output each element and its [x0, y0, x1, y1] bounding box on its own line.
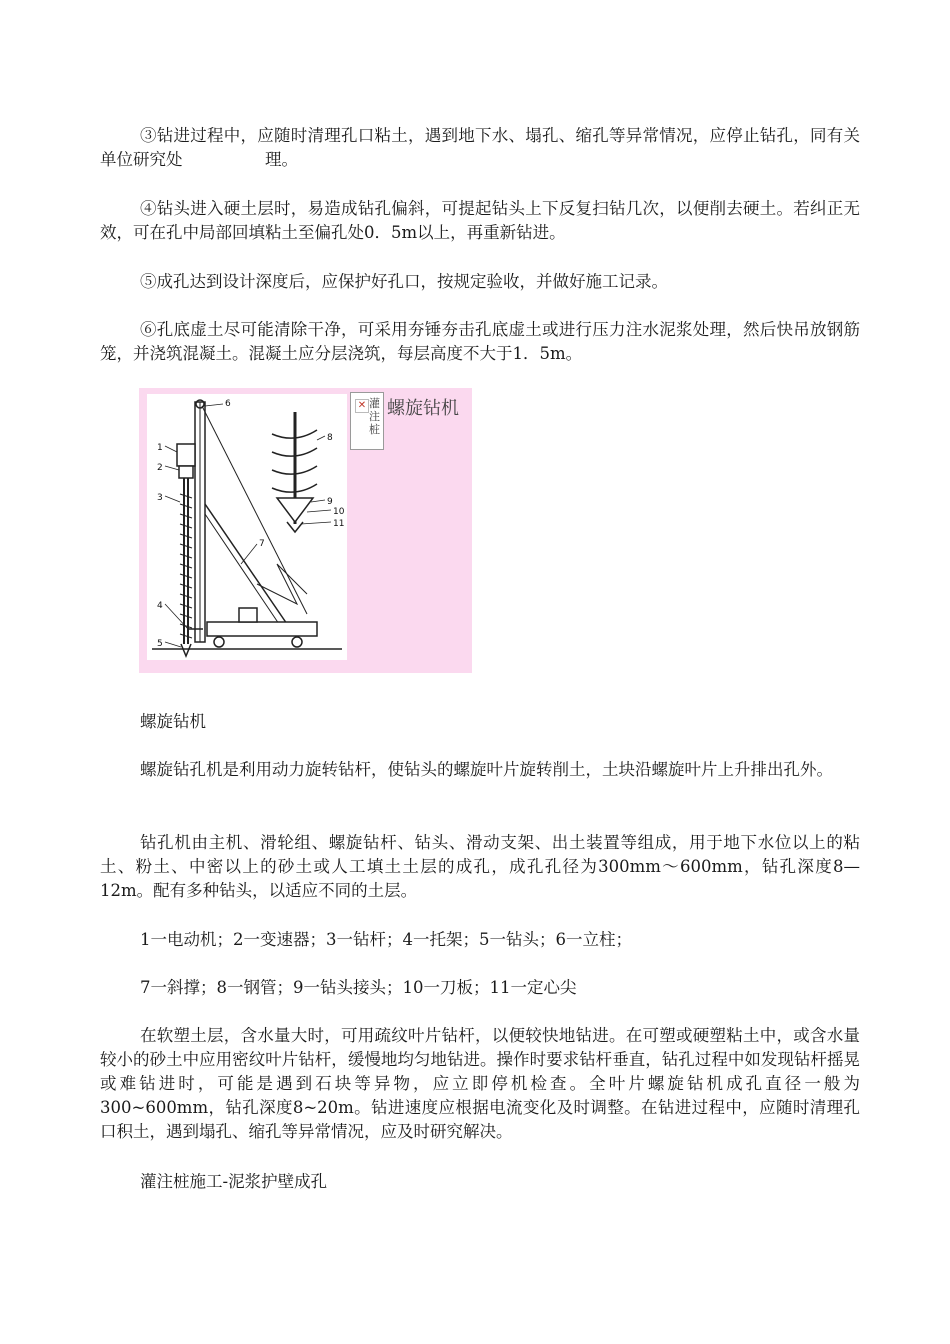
drill-head — [181, 644, 191, 656]
auger-flights — [180, 494, 192, 638]
diagonal-brace — [205, 504, 287, 624]
auger-drill-figure — [139, 388, 472, 673]
auger-components-paragraph: 钻孔机由主机、滑轮组、螺旋钻杆、钻头、滑动支架、出土装置等组成，用于地下水位以上的粘土、粉土、中密以上的砂土或人工填土土层的成孔，成孔孔径为300mm～600mm，钻孔深度8—12m。配有多种钻头，以适应不同的土层。 — [100, 833, 860, 900]
label-5: 5 — [157, 639, 163, 649]
figure-title: 螺旋钻机 — [387, 398, 459, 419]
label-6: 6 — [225, 399, 231, 409]
figure-caption: 螺旋钻机 — [140, 712, 206, 731]
wheel-rear — [292, 637, 302, 647]
bit-joint — [277, 498, 313, 522]
auger-intro-paragraph: 螺旋钻孔机是利用动力旋转钻杆，使钻头的螺旋叶片旋转削土，土块沿螺旋叶片上升排出孔外。 — [140, 760, 833, 779]
step-3-paragraph: ③钻进过程中，应随时清理孔口粘土，遇到地下水、塌孔、缩孔等异常情况，应停止钻孔，同有关单位研究处 理。 — [100, 126, 860, 169]
label-8: 8 — [327, 433, 333, 443]
section-heading: 灌注桩施工-泥浆护壁成孔 — [140, 1172, 328, 1191]
broken-image-placeholder — [350, 392, 384, 450]
auger-drill-svg — [147, 394, 347, 660]
label-2: 2 — [157, 463, 163, 473]
legend-line-1: 1一电动机；2一变速器；3一钻杆；4一托架；5一钻头；6一立柱； — [140, 930, 632, 949]
label-10: 10 — [333, 507, 345, 517]
label-4: 4 — [157, 601, 163, 611]
broken-image-alt-text: 灌注桩 — [369, 397, 380, 436]
label-3: 3 — [157, 493, 163, 503]
step-4-paragraph: ④钻头进入硬土层时，易造成钻孔偏斜，可提起钻头上下反复扫钻几次，以便削去硬土。若纠正无效，可在孔中局部回填粘土至偏孔处0．5m以上，再重新钻进。 — [100, 199, 860, 242]
wheel-front — [214, 637, 224, 647]
broken-image-icon: ✕ — [355, 399, 369, 413]
base-carriage — [207, 622, 317, 636]
operation-paragraph: 在软塑土层，含水量大时，可用疏纹叶片钻杆，以便较快地钻进。在可塑或硬塑粘土中，或含水量较小的砂土中应用密纹叶片钻杆，缓慢地均匀地钻进。操作时要求钻杆垂直，钻孔过程中如发现钻杆摇晃或难钻进时，可能是遇到石块等异物，应立即停机检查。全叶片螺旋钻机成孔直径一般为300~600mm，钻孔深度8~20m。钻进速度应根据电流变化及时调整。在钻进过程中，应随时清理孔口积土，遇到塌孔、缩孔等异常情况，应及时研究解决。 — [100, 1026, 860, 1141]
step-5-paragraph: ⑤成孔达到设计深度后，应保护好孔口，按规定验收，并做好施工记录。 — [140, 272, 668, 291]
step-6-paragraph: ⑥孔底虚土尽可能清除干净，可采用夯锤夯击孔底虚土或进行压力注水泥浆处理，然后快吊放钢筋笼，并浇筑混凝土。混凝土应分层浇筑，每层高度不大于1．5m。 — [100, 320, 860, 363]
cab — [239, 608, 257, 622]
label-9: 9 — [327, 497, 333, 507]
label-11: 11 — [333, 519, 345, 529]
label-7: 7 — [259, 539, 265, 549]
legend-line-2: 7一斜撑；8一钢管；9一钻头接头；10一刀板；11一定心尖 — [140, 978, 577, 997]
auger-drill-diagram — [147, 394, 347, 660]
label-1: 1 — [157, 443, 163, 453]
gearbox — [179, 466, 193, 478]
motor — [177, 444, 195, 466]
